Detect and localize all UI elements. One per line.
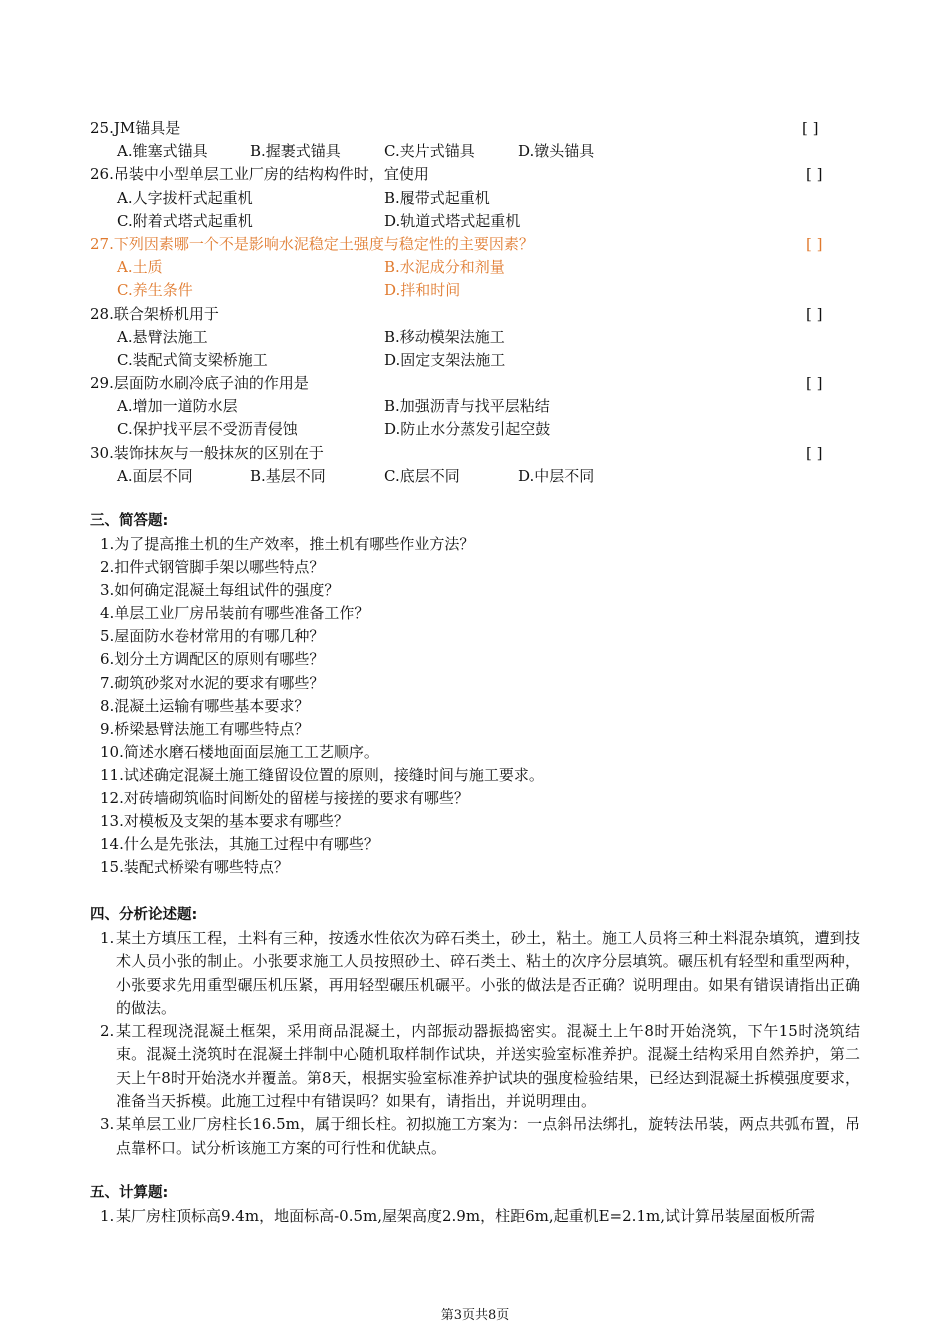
option-row xyxy=(90,187,860,210)
list-item: 7.砌筑砂浆对水泥的要求有哪些？ xyxy=(100,673,325,692)
item-text: 某工程现浇混凝土框架，采用商品混凝土，内部振动器振捣密实。混凝土上午8时开始浇筑，下午15时浇筑结束。混凝土浇筑时在混凝土拌制中心随机取样制作试块，并送实验室标准养护。混凝土结构采用自然养护，第二天上午8时开始浇水并覆盖。第8天，根据实验室标准养护试块的强度检验结果，已经达到混凝土拆模强度要求，准备当天拆模。此施工过程中有错误吗？如果有，请指出，并说明理由。 xyxy=(116,1022,860,1111)
option-a: A.土质 xyxy=(117,258,163,277)
option-d: D.轨道式塔式起重机 xyxy=(384,211,521,230)
option-c: C.保护找平层不受沥青侵蚀 xyxy=(117,420,298,439)
list-item: 10.简述水磨石楼地面面层施工工艺顺序。 xyxy=(100,742,379,761)
item-text: 某土方填压工程，土料有三种，按透水性依次为碎石类土，砂土，粘土。施工人员将三种土料混杂填筑，遭到技术人员小张的制止。小张要求施工人员按照砂土、碎石类土、粘土的次序分层填筑。碾压机有轻型和重型两种，小张要求先用重型碾压机压紧，再用轻型碾压机碾平。小张的做法是否正确？说明理由。如果有错误请指出正确的做法。 xyxy=(116,929,860,1017)
option-row xyxy=(90,326,860,349)
question-text: 30.装饰抹灰与一般抹灰的区别在于 xyxy=(90,443,324,462)
option-c: C.夹片式锚具 xyxy=(384,142,475,161)
option-a: A.人字拔杆式起重机 xyxy=(117,188,253,207)
option-row xyxy=(90,349,860,372)
option-b: B.水泥成分和剂量 xyxy=(384,258,505,277)
list-item: 1.为了提高推土机的生产效率，推土机有哪些作业方法？ xyxy=(100,535,475,553)
answer-bracket: [ ] xyxy=(806,374,823,393)
list-item: 6.划分土方调配区的原则有哪些？ xyxy=(100,650,325,669)
analysis-question-1 xyxy=(90,927,870,1020)
option-row xyxy=(90,418,860,441)
list-item: 5.屋面防水卷材常用的有哪几种？ xyxy=(100,627,325,646)
item-number: 1. xyxy=(100,1207,115,1225)
list-item: 2.扣件式钢管脚手架以哪些特点？ xyxy=(100,558,325,577)
option-a: A.增加一道防水层 xyxy=(117,397,238,416)
section-calculation xyxy=(90,1182,870,1228)
option-b: B.基层不同 xyxy=(250,466,326,485)
option-c: C.附着式塔式起重机 xyxy=(117,211,253,230)
question-26 xyxy=(90,163,860,186)
option-a: A.面层不同 xyxy=(117,466,193,485)
list-item: 4.单层工业厂房吊装前有哪些准备工作？ xyxy=(100,604,370,623)
list-item: 13.对模板及支架的基本要求有哪些？ xyxy=(100,812,349,831)
option-b: B.加强沥青与找平层粘结 xyxy=(384,397,550,416)
section-title: 五、计算题: xyxy=(90,1185,169,1201)
question-text: 28.联合架桥机用于 xyxy=(90,304,219,323)
list-item: 9.桥梁悬臂法施工有哪些特点？ xyxy=(100,719,310,738)
option-b: B.履带式起重机 xyxy=(384,188,490,207)
list-item: 15.装配式桥梁有哪些特点？ xyxy=(100,858,289,877)
option-c: C.装配式简支梁桥施工 xyxy=(117,350,268,369)
item-text: 某厂房柱顶标高9.4m，地面标高-0.5m,屋架高度2.9m，柱距6m,起重机E=2.1m,试计算吊装屋面板所需 xyxy=(116,1207,815,1225)
section-analysis xyxy=(90,904,870,1160)
question-text: 26.吊装中小型单层工业厂房的结构构件时，宜使用 xyxy=(90,165,429,184)
option-d: D.拌和时间 xyxy=(384,281,461,300)
answer-bracket: [ ] xyxy=(806,234,823,253)
question-27 xyxy=(90,233,860,256)
analysis-question-3 xyxy=(90,1113,870,1160)
option-d: D.防止水分蒸发引起空鼓 xyxy=(384,420,551,439)
option-c: C.底层不同 xyxy=(384,466,460,485)
option-d: D.镦头锚具 xyxy=(518,142,595,161)
section-short-answer xyxy=(90,510,870,879)
list-item: 11.试述确定混凝土施工缝留设位置的原则，接缝时间与施工要求。 xyxy=(100,765,544,784)
question-text: 27.下列因素哪一个不是影响水泥稳定土强度与稳定性的主要因素？ xyxy=(90,234,534,253)
analysis-question-2 xyxy=(90,1020,870,1113)
item-text: 某单层工业厂房柱长16.5m，属于细长柱。初拟施工方案为：一点斜吊法绑扎，旋转法吊装，两点共弧布置，吊点靠杯口。试分析该施工方案的可行性和优缺点。 xyxy=(116,1115,860,1157)
option-b: B.握裹式锚具 xyxy=(250,142,341,161)
item-number: 2. xyxy=(100,1022,115,1041)
option-row xyxy=(90,140,860,163)
option-row xyxy=(90,279,860,302)
answer-bracket: [ ] xyxy=(802,119,819,137)
question-text: 25.JM锚具是 xyxy=(90,119,181,137)
question-text: 29.层面防水刷冷底子油的作用是 xyxy=(90,374,309,393)
multiple-choice-block xyxy=(90,117,860,488)
option-row xyxy=(90,210,860,233)
item-number: 1. xyxy=(100,929,115,947)
answer-bracket: [ ] xyxy=(806,304,823,323)
item-number: 3. xyxy=(100,1115,115,1134)
list-item: 3.如何确定混凝土每组试件的强度？ xyxy=(100,581,340,600)
list-item: 14.什么是先张法，其施工过程中有哪些？ xyxy=(100,835,379,854)
option-b: B.移动模架法施工 xyxy=(384,327,505,346)
option-row xyxy=(90,465,860,488)
answer-bracket: [ ] xyxy=(806,443,823,462)
section-title: 四、分析论述题: xyxy=(90,907,198,923)
section-title: 三、简答题: xyxy=(90,513,169,529)
option-a: A.锥塞式锚具 xyxy=(117,142,208,161)
question-25 xyxy=(90,117,860,140)
page-footer: 第3页共8页 xyxy=(440,1308,510,1323)
option-c: C.养生条件 xyxy=(117,281,193,300)
option-row xyxy=(90,395,860,418)
answer-bracket: [ ] xyxy=(806,165,823,184)
question-30 xyxy=(90,442,860,465)
question-29 xyxy=(90,372,860,395)
option-d: D.中层不同 xyxy=(518,466,595,485)
option-row xyxy=(90,256,860,279)
option-a: A.悬臂法施工 xyxy=(117,327,208,346)
option-d: D.固定支架法施工 xyxy=(384,350,506,369)
calc-question-1 xyxy=(90,1205,870,1228)
question-28 xyxy=(90,303,860,326)
list-item: 8.混凝土运输有哪些基本要求？ xyxy=(100,696,310,715)
list-item: 12.对砖墙砌筑临时间断处的留槎与接搓的要求有哪些？ xyxy=(100,789,469,808)
